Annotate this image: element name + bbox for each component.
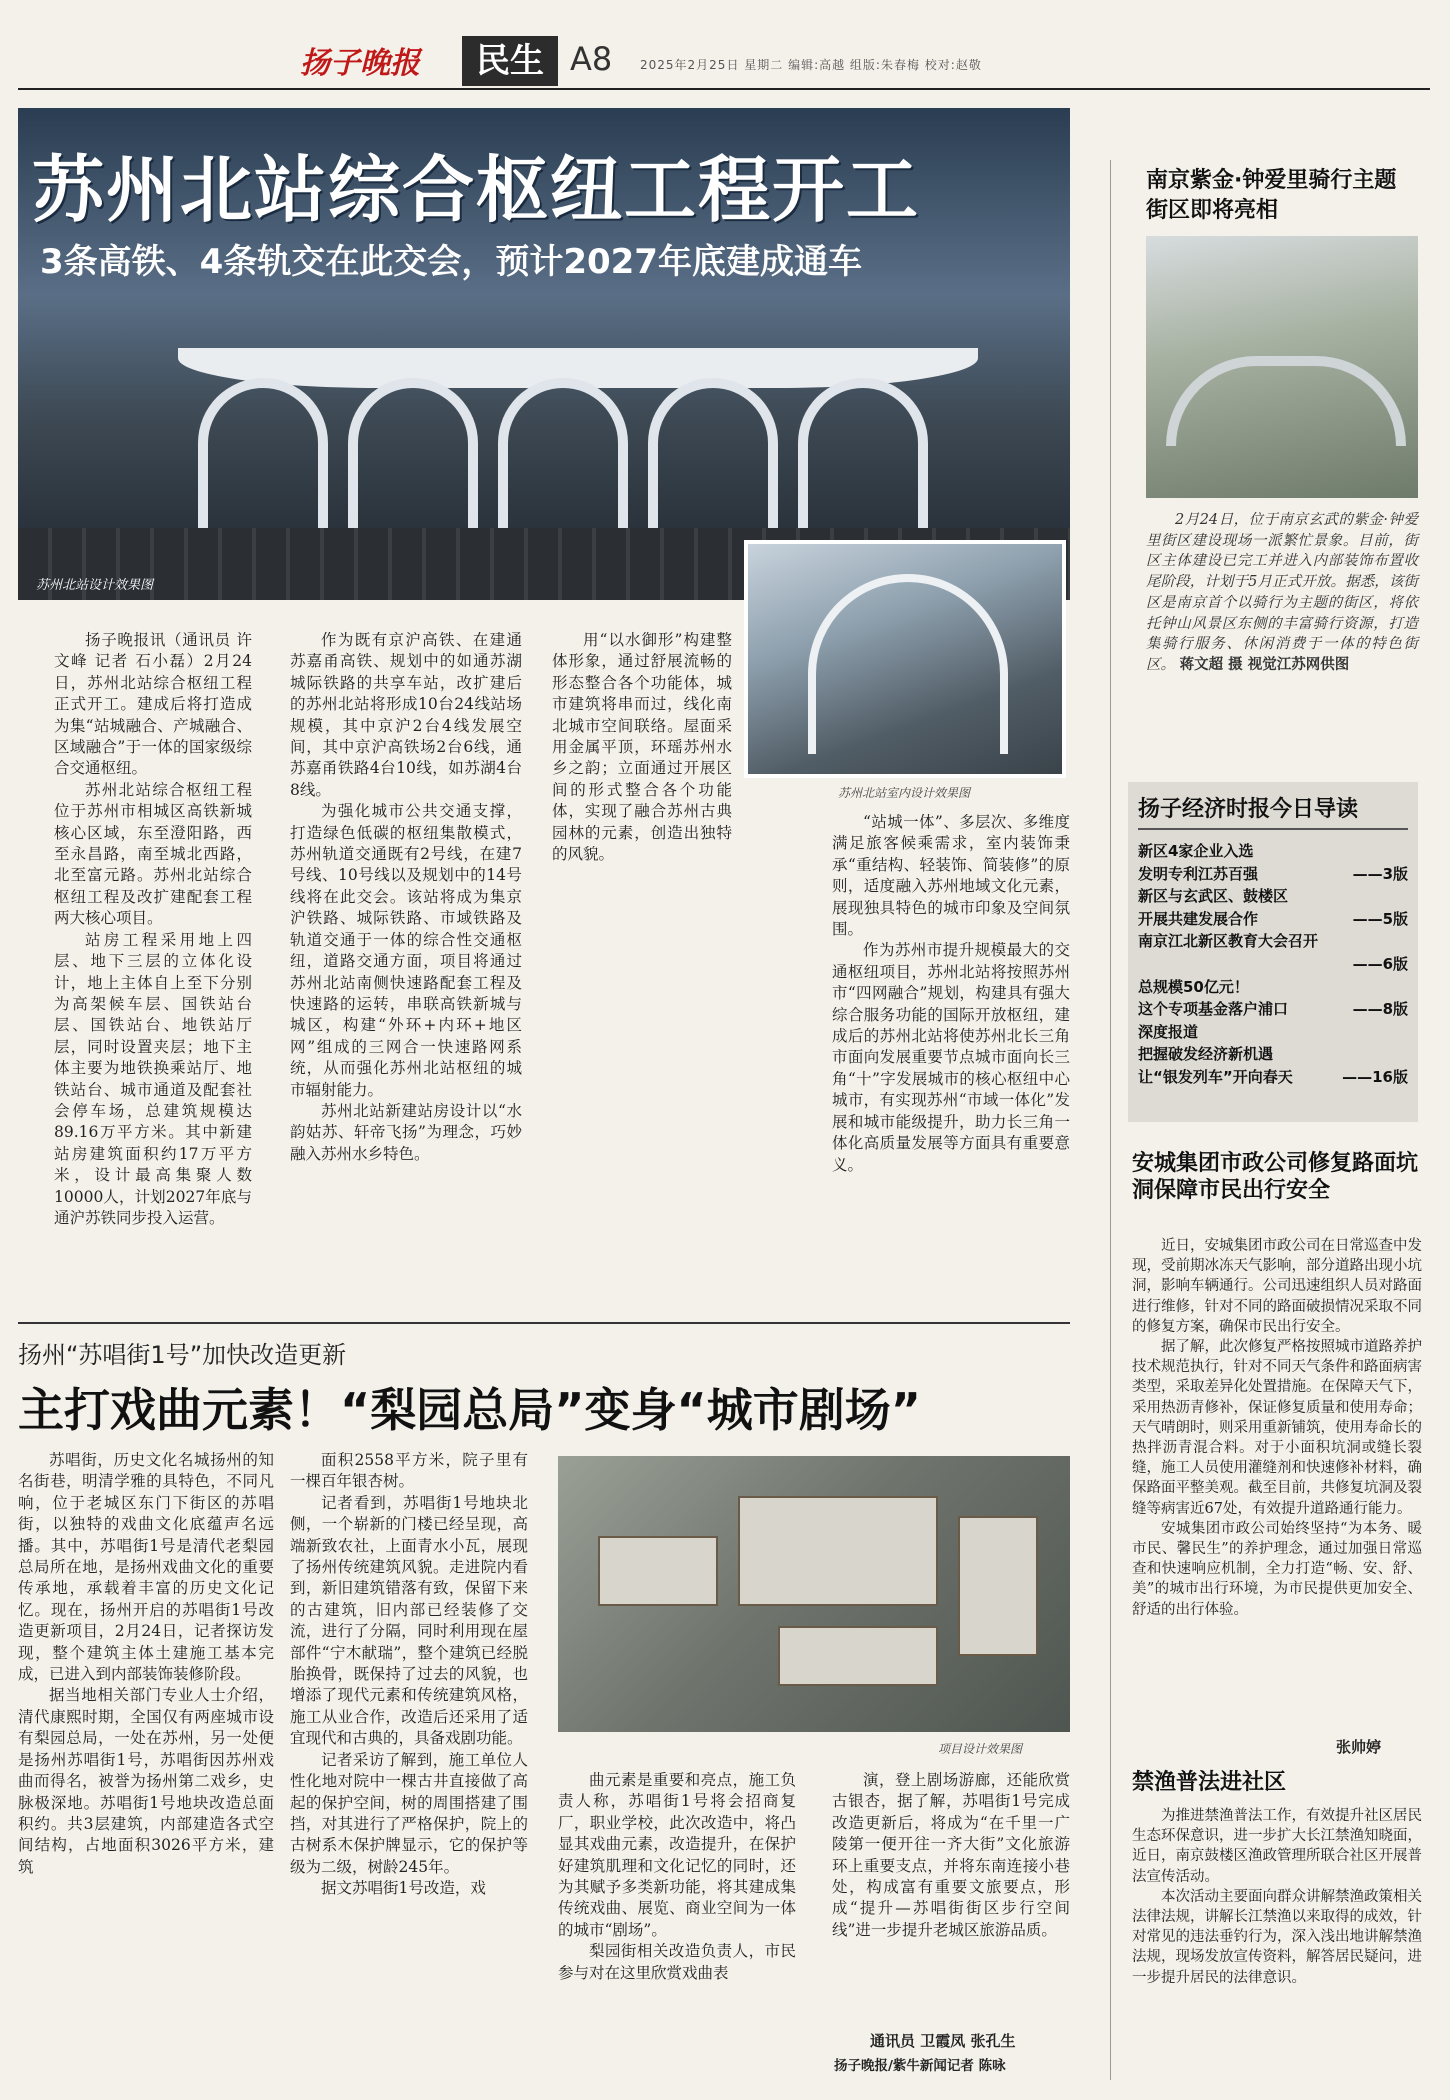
section-label: 民生 [462,36,558,86]
story2-column-4 [832,1770,1070,2010]
guide-item[interactable]: 把握破发经济新机遇 [1138,1045,1274,1064]
lead-column-1 [54,630,252,1270]
guide-item[interactable]: 新区4家企业入选 [1138,842,1254,860]
article-paragraph: 为推进禁渔普法工作，有效提升社区居民生态环保意识，进一步扩大长江禁渔知晓面，近日，南京鼓楼区渔政管理所联合社区开展普法宣传活动。 [1132,1808,1422,1885]
aerial-photo-caption: 项目设计效果图 [938,1742,1023,1756]
story2-column-3 [558,1770,796,2050]
story2-byline-2: 扬子晚报/紫牛新闻记者 陈咏 [834,2058,1006,2074]
guide-item[interactable]: 开展共建发展合作 ——5版 [1138,909,1408,928]
guide-rule [1138,828,1408,830]
guide-item[interactable]: ——6版 [1352,954,1408,973]
newspaper-logo: 扬子晚报 [300,46,420,81]
sidebar-divider [1110,160,1111,2080]
story2-kicker: 扬州“苏唱街1号”加快改造更新 [18,1341,347,1369]
lead-column-4 [832,812,1070,1270]
article-paragraph: 记者看到，苏唱街1号地块北侧，一个崭新的门楼已经呈现，高端新致农社，上面青水小瓦，展现了扬州传统建筑风貌。走进院内看到，新旧建筑错落有致，保留下来的古建筑，旧内部已经装修了交流，进行了分隔，同时利用现在屋部件“宁木献瑞”，整个建筑已经脱胎换骨，既保持了过去的风貌，也增添了现代元素和传统建筑风格，施工从业合作，改造后还采用了适宜现代和古典的，具备戏剧功能。 [290,1493,528,1748]
guide-item[interactable]: 让“银发列车”开向春天 ——16版 [1138,1067,1408,1086]
lead-photo-caption: 苏州北站设计效果图 [36,578,154,593]
article-paragraph: 本次活动主要面向群众讲解禁渔政策相关法律法规，讲解长江禁渔以来取得的成效，针对常见的违法垂钓行为，深入浅出地讲解禁渔法规，现场发放宣传资料，解答居民疑问，进一步提升居民的法律意识。 [1132,1888,1422,1986]
story2-column-1 [18,1450,274,2080]
masthead-rule [18,88,1430,90]
article-paragraph: 据了解，此次修复严格按照城市道路养护技术规范执行，针对不同天气条件和路面病害类型，采取差异化处置措施。在保障天气下，采用热沥青修补，保证修复质量和使用寿命；天气晴朗时，则采用重新铺筑，使用寿命长的热拌沥青混合料。对于小面积坑洞或缝长裂缝，施工人员使用灌缝剂和快速修补材料，确保路面平整美观。截至目前，共修复坑洞及裂缝等病害近67处，有效提升道路通行能力。 [1132,1339,1422,1517]
guide-item[interactable]: 总规模50亿元！ [1138,977,1249,996]
article-paragraph: 作为苏州市提升规模最大的交通枢纽项目，苏州北站将按照苏州市“四网融合”规划，构建具有强大综合服务功能的国际开放枢纽，建成后的苏州北站将使苏州北长三角市面向发展重要节点城市面向长三角“十”字发展城市的核心枢纽中心城市，有实现苏州“市域一体化”发展和城市能级提升，助力长三角一体化高质量发展等方面具有重要意义。 [832,941,1070,1174]
article-paragraph: 曲元素是重要和亮点，施工负责人称，苏唱街1号将会招商复厂，职业学校，此次改造中，将凸显其戏曲元素，改造提升，在保护好建筑肌理和文化记忆的同时，还为其赋予多类新功能，将其建成集传统戏曲、展览、商业空间为一体的城市“剧场”。 [558,1771,796,1939]
article-paragraph: 扬子晚报讯（通讯员 许文峰 记者 石小磊）2月24日，苏州北站综合枢纽工程正式开工。建成后将打造成为集“站城融合、产城融合、区域融合”于一体的国家级综合交通枢纽。 [54,631,252,778]
story2-headline: 主打戏曲元素！“梨园总局”变身“城市剧场” [18,1383,921,1437]
article-paragraph: 为强化城市公共交通支撑，打造绿色低碳的枢纽集散模式，苏州轨道交通既有2号线，在建7号线、10号线以及规划中的14号线将在此交会。该站将成为集京沪铁路、城际铁路、市域铁路及轨道交通于一体的综合性交通枢纽，道路交通方面，项目将通过苏州北站南侧快速路配套工程及快速路的运转，串联高铁新城与城区，构建“外环+内环+地区网”组成的三网合一快速路网系统，从而强化苏州北站枢纽的城市辐射能力。 [290,802,522,1099]
article-paragraph: 演，登上剧场游廊，还能欣赏古银杏，据了解，苏唱街1号完成改造更新后，将成为“在千里一广陵第一便开往一齐大街”文化旅游环上重要支点，并将东南连接小巷处，构成富有重要文旅要点，形成“提升—苏唱街街区步行空间线”进一步提升老城区旅游品质。 [832,1771,1070,1939]
guide-item[interactable]: 新区与玄武区、鼓楼区 [1138,887,1289,906]
guide-item[interactable]: 发明专利江苏百强 ——3版 [1138,864,1408,883]
guide-list [1138,840,1408,1089]
article-paragraph: 安城集团市政公司始终坚持“为本务、暖市民、馨民生”的养护理念，通过加强日常巡查和快速响应机制，全力打造“畅、安、舒、美”的城市出行环境，为市民提供更加安全、舒适的出行体验。 [1132,1520,1422,1618]
sidebar-story1-text: 2月24日，位于南京玄武的紫金·钟爱里街区建设现场一派繁忙景象。目前，街区主体建设已完工并进入内部装饰布置收尾阶段，计划于5月正式开放。据悉，该街区是南京首个以骑行为主题的街区，将依托钟山风景区东侧的丰富骑行资源，打造集骑行服务、休闲消费于一体的特色街区。 蒋文超 摄 视觉江苏网供图 [1146,512,1418,673]
interior-inset-photo [744,540,1066,778]
building-block [958,1516,1038,1656]
station-arch [648,378,778,528]
guide-item[interactable]: 深度报道 [1138,1022,1199,1041]
article-paragraph: 苏州北站综合枢纽工程位于苏州市相城区高铁新城核心区域，东至澄阳路，西至永昌路，南至城北西路，北至富元路。苏州北站综合枢纽工程及改扩建配套工程两大核心项目。 [54,780,252,928]
lead-headline: 苏州北站综合枢纽工程开工 [32,148,921,232]
lead-subheadline: 3条高铁、4条轨交在此交会，预计2027年底建成通车 [40,242,862,282]
sidebar-story2-byline: 张帅婷 [1336,1738,1382,1756]
masthead [0,0,1450,96]
building-block [598,1536,718,1606]
article-paragraph: “站城一体”、多层次、多维度满足旅客候乘需求，室内装饰秉承“重结构、轻装饰、简装修”的原则，适度融入苏州地域文化元素，展现独具特色的城市印象及空间氛围。 [832,813,1070,939]
todays-guide-box [1128,782,1418,1122]
lead-column-2 [290,630,522,1270]
article-paragraph: 面积2558平方米，院子里有一棵百年银杏树。 [290,1451,528,1491]
sidebar-story3-text [1132,1806,1422,2080]
article-paragraph: 用“以水御形”构建整体形象，通过舒展流畅的形态整合各个功能体，城市建筑将串而过，线化南北城市空间联络。屋面采用金属平顶，环瑶苏州水乡之韵；立面通过开展区间的形式整合各个功能体，实现了融合苏州古典园林的元素，创造出独特的风貌。 [552,631,732,864]
interior-arch [808,574,1008,754]
lead-column-3 [552,630,732,1270]
story2-column-2 [290,1450,528,2080]
guide-title: 扬子经济时报今日导读 [1138,797,1359,822]
sidebar-story2-text [1132,1236,1422,1780]
article-paragraph: 近日，安城集团市政公司在日常巡查中发现，受前期冰冻天气影响，部分道路出现小坑洞，影响车辆通行。公司迅速组织人员对路面进行维修，针对不同的路面破损情况采取不同的修复方案，确保市民出行安全。 [1132,1238,1422,1335]
building-block [738,1496,938,1606]
story-divider [18,1322,1070,1324]
sidebar-street-photo [1146,236,1418,498]
station-arch [348,378,478,528]
inset-photo-caption: 苏州北站室内设计效果图 [838,786,971,800]
article-paragraph: 苏州北站新建站房设计以“水韵姑苏、轩帝飞扬”为理念，巧妙融入苏州水乡特色。 [290,1101,522,1163]
sidebar-story1-title: 南京紫金·钟爱里骑行主题街区即将亮相 [1146,168,1397,223]
building-block [778,1626,938,1686]
issue-meta: 2025年2月25日 星期二 编辑:高越 组版:朱春梅 校对:赵敬 [640,58,982,72]
station-arch [198,378,328,528]
sidebar-story1-byline: 蒋文超 摄 视觉江苏网供图 [1179,655,1350,673]
lead-hero-photo [18,108,1070,600]
article-paragraph: 苏唱街，历史文化名城扬州的知名街巷，明清学雅的具特色，不同凡响，位于老城区东门下街区的苏唱街，以独特的戏曲文化底蕴声名远播。其中，苏唱街1号是清代老梨园总局所在地，是扬州戏曲文化的重要传承地，承载着丰富的历史文化记忆。现在，扬州开启的苏唱街1号改造更新项目，2月24日，记者探访发现，整个建筑主体土建施工基本完成，已进入到内部装饰装修阶段。 [18,1451,274,1684]
article-paragraph: 站房工程采用地上四层、地下三层的立体化设计，地上主体自上至下分别为高架候车层、国铁站台层、国铁站台、地铁站厅层，同时设置夹层；地下主体主要为地铁换乘站厅、地铁站台、城市通道及配套社会停车场，总建筑规模达89.16万平方米。其中新建站房建筑面积约17万平方米，设计最高集聚人数10000人，计划2027年底与通沪苏铁同步投入运营。 [54,930,252,1227]
sidebar-story2-title: 安城集团市政公司修复路面坑洞保障市民出行安全 [1132,1151,1419,1203]
story2-byline-1: 通讯员 卫霞凤 张孔生 [870,2032,1016,2050]
page-number: A8 [570,40,613,78]
article-paragraph: 据文苏唱街1号改造，戏 [321,1879,486,1898]
story2-aerial-photo [558,1456,1070,1732]
station-arch [498,378,628,528]
sidebar-story3-title: 禁渔普法进社区 [1132,1770,1287,1795]
article-paragraph: 梨园街相关改造负责人，市民参与对在这里欣赏戏曲表 [558,1942,796,1982]
guide-item[interactable]: 南京江北新区教育大会召开 [1138,932,1319,951]
article-paragraph: 记者采访了解到，施工单位人性化地对院中一棵古井直接做了高起的保护空间，树的周围搭建了围挡，对其进行了严格保护，院上的古树系木保护牌显示，它的保护等级为二级，树龄245年。 [290,1750,528,1876]
article-paragraph: 作为既有京沪高铁、在建通苏嘉甬高铁、规划中的如通苏湖城际铁路的共享车站，改扩建后的苏州北站将形成10台24线站场规模，其中京沪2台4线发展空间，其中京沪高铁场2台6线，通苏嘉甬铁路4台10线，如苏湖4台8线。 [290,631,522,799]
street-canopy [1166,356,1406,446]
article-paragraph: 据当地相关部门专业人士介绍，清代康熙时期，全国仅有两座城市设有梨园总局，一处在苏州，另一处便是扬州苏唱街1号，苏唱街因苏州戏曲而得名，被誉为扬州第二戏乡，史脉极深地。苏唱街1号地块改造总面积约。共3层建筑，内部建造各式空间结构，占地面积3026平方米，建筑 [18,1686,274,1876]
guide-item[interactable]: 这个专项基金落户浦口 ——8版 [1138,1000,1408,1019]
station-arch [798,378,928,528]
